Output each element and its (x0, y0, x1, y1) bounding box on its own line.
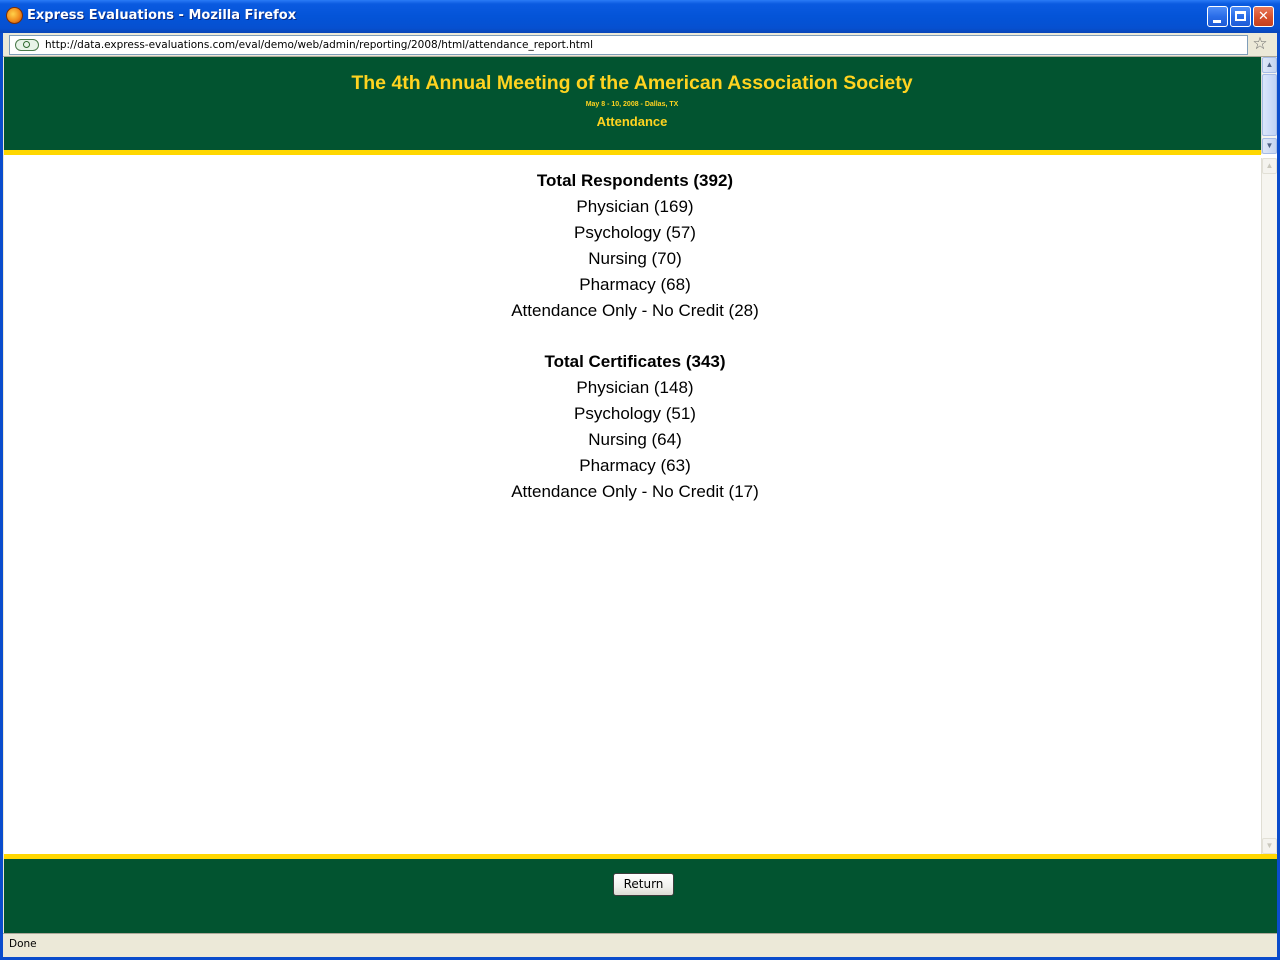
page-viewport (4, 57, 1277, 933)
list-item: Nursing (70) (588, 249, 682, 268)
respondents-heading: Total Respondents (392) (536, 171, 734, 190)
firefox-icon (6, 7, 23, 24)
address-bar (3, 33, 1277, 57)
list-item: Physician (169) (576, 197, 694, 216)
list-item: Attendance Only - No Credit (17) (511, 482, 759, 501)
header-divider (4, 150, 1261, 155)
title-bar[interactable] (0, 0, 1280, 33)
minimize-icon (1213, 20, 1221, 23)
list-item: Physician (148) (576, 378, 694, 397)
page-title: The 4th Annual Meeting of the American Association Society (351, 72, 913, 94)
site-identity-icon[interactable] (15, 39, 39, 51)
return-button[interactable]: Return (613, 873, 674, 896)
event-date-location: May 8 - 10, 2008 - Dallas, TX (585, 101, 679, 108)
minimize-button[interactable] (1207, 6, 1228, 27)
scroll-down-arrow-icon[interactable]: ▼ (1262, 838, 1277, 854)
close-icon: ✕ (1258, 9, 1269, 24)
status-bar (3, 933, 1277, 957)
list-item: Nursing (64) (588, 430, 682, 449)
page-subtitle: Attendance (596, 114, 668, 129)
list-item: Psychology (57) (574, 223, 696, 242)
scrollbar-thumb[interactable] (1262, 74, 1277, 136)
list-item: Pharmacy (63) (579, 456, 691, 475)
maximize-button[interactable] (1230, 6, 1251, 27)
footer-frame (4, 859, 1277, 933)
close-button[interactable] (1253, 6, 1274, 27)
header-frame (4, 57, 1277, 154)
header-scrollbar[interactable] (1261, 57, 1277, 154)
content-scrollbar[interactable] (1261, 158, 1277, 854)
url-text[interactable]: http://data.express-evaluations.com/eval/demo/web/admin/reporting/2008/html/attendance_report.html (45, 39, 594, 51)
window-title: Express Evaluations - Mozilla Firefox (27, 8, 297, 23)
list-item: Psychology (51) (574, 404, 696, 423)
bookmark-star-icon[interactable]: ☆ (1252, 34, 1268, 53)
scroll-down-arrow-icon[interactable]: ▼ (1262, 138, 1277, 154)
scroll-up-arrow-icon[interactable]: ▲ (1262, 158, 1277, 174)
scroll-up-arrow-icon[interactable]: ▲ (1262, 57, 1277, 73)
certificates-heading: Total Certificates (343) (544, 352, 726, 371)
status-text: Done (9, 938, 37, 950)
list-item: Attendance Only - No Credit (28) (511, 301, 759, 320)
list-item: Pharmacy (68) (579, 275, 691, 294)
maximize-icon (1235, 11, 1246, 21)
url-field[interactable] (9, 35, 1248, 55)
report-content (4, 158, 1261, 854)
